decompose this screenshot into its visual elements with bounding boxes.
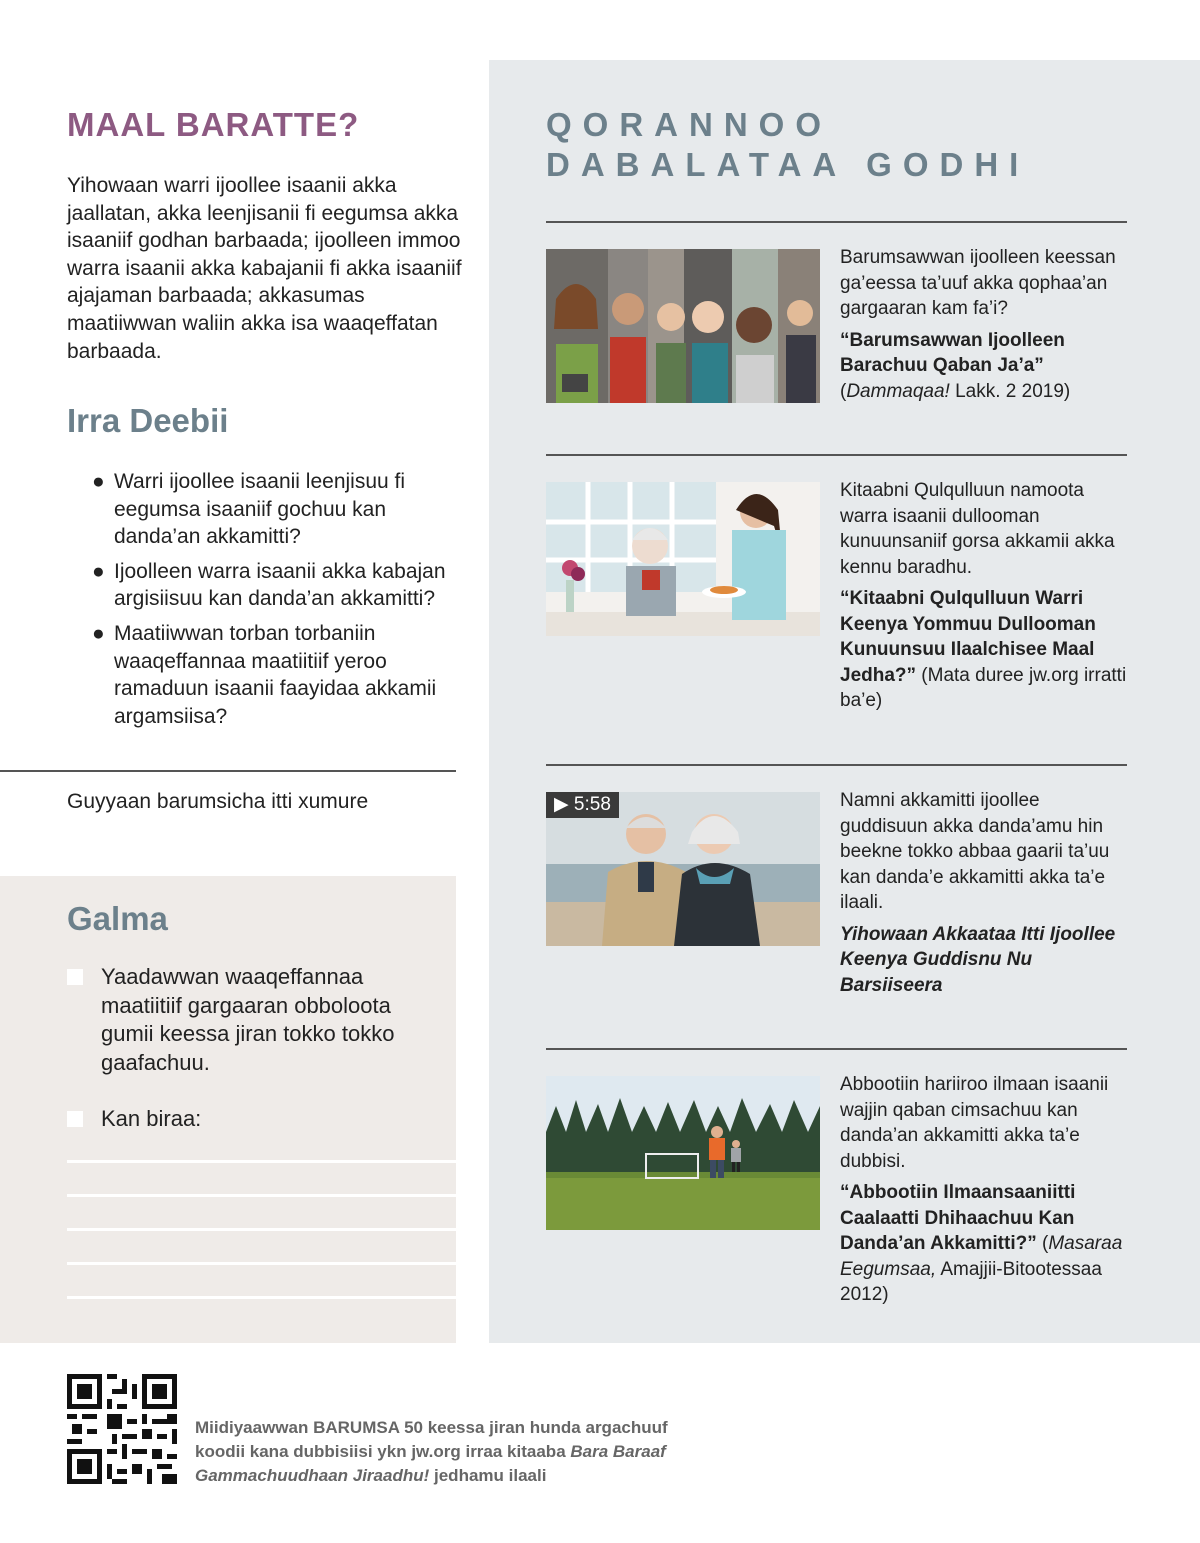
- bullet-icon: ●: [92, 621, 105, 645]
- bullet-icon: ●: [92, 559, 105, 583]
- divider: [546, 221, 1127, 223]
- entry-title-link[interactable]: “Kitaabni Qulqulluun Warri Keenya Yommuu Dullooman Kunuunsuu Ilaalchisee Maal Jedha?”: [840, 588, 1096, 686]
- divider: [546, 454, 1127, 456]
- entry-description: Abbootiin hariiroo ilmaan isaanii wajjin qaban cimsachuu kan danda’an akkamitti akka ta’e dubbisi.: [840, 1074, 1109, 1172]
- writing-line[interactable]: [67, 1194, 456, 1197]
- children-photo[interactable]: [546, 249, 820, 403]
- entry-description: Namni akkamitti ijoollee guddisuun akka danda’amu hin beekne tokko abbaa gaarii ta’uu kan danda’e akkamitti akka ta’e ilaali.: [840, 790, 1110, 913]
- footer-note: Miidiyaawwan BARUMSA 50 keessa jiran hunda argachuuf koodii kana dubbisiisi ykn jw.org irraa kitaaba Bara Baraaf Gammachuudhaan Jiraadhu! jedhamu ilaali: [195, 1418, 668, 1485]
- entry-description: Barumsawwan ijoolleen keessan ga’eessa ta’uuf akka qophaa’an gargaaran kam fa’i?: [840, 247, 1116, 319]
- study-entry: [840, 478, 1132, 714]
- play-icon: ▶: [554, 794, 569, 815]
- further-study-heading: QORANNOO: [546, 106, 832, 143]
- video-duration-badge: ▶ 5:58: [546, 792, 619, 818]
- writing-line[interactable]: [67, 1296, 456, 1299]
- goal-heading: Galma: [67, 900, 168, 937]
- writing-line[interactable]: [67, 1160, 456, 1163]
- review-question: ● Warri ijoollee isaanii leenjisuu fi eegumsa isaaniif gochuu kan danda’an akkamitti?: [92, 470, 406, 549]
- review-questions: [92, 468, 462, 737]
- study-entry: [840, 1072, 1132, 1308]
- goal-item[interactable]: Yaadawwan waaqeffannaa maatiitiif gargaaran obboloota gumii keessa jiran tokko tokko gaafachuu.: [67, 963, 427, 1077]
- checkbox[interactable]: [67, 969, 83, 985]
- review-heading: Irra Deebii: [67, 402, 229, 439]
- study-entry: [840, 245, 1132, 404]
- entry-source[interactable]: [840, 922, 1132, 999]
- review-question: ● Ijoolleen warra isaanii akka kabajan argisiisuu kan danda’an akkamitti?: [92, 559, 446, 611]
- review-question: ● Maatiiwwan torban torbaniin waaqeffannaa maatiitiif yeroo ramaduun isaanii faayidaa akkamii argamsiisa?: [92, 621, 437, 728]
- study-entry: [840, 788, 1132, 998]
- elderly-couple-video[interactable]: [546, 792, 820, 946]
- divider: [0, 770, 456, 772]
- entry-title-link[interactable]: Yihowaan Akkaataa Itti Ijoollee Keenya Guddisnu Nu Barsiiseera: [840, 923, 1116, 996]
- entry-source[interactable]: “Kitaabni Qulqulluun Warri Keenya Yommuu Dullooman Kunuunsuu Ilaalchisee Maal Jedha?” (Mata duree jw.org irratti ba’e): [840, 588, 1127, 711]
- divider: [546, 764, 1127, 766]
- caregiver-photo[interactable]: [546, 482, 820, 636]
- checkbox[interactable]: [67, 1111, 83, 1127]
- writing-line[interactable]: [67, 1262, 456, 1265]
- entry-source[interactable]: “Barumsawwan Ijoolleen Barachuu Qaban Ja’a” (Dammaqaa! Lakk. 2 2019): [840, 329, 1071, 402]
- entry-title-link[interactable]: “Barumsawwan Ijoolleen Barachuu Qaban Ja’a”: [840, 329, 1065, 376]
- entry-source[interactable]: “Abbootiin Ilmaansaaniitti Caalaatti Dhihaachuu Kan Danda’an Akkamitti?” (Masaraa Eegumsaa, Amajjii-Bitootessaa 2012): [840, 1182, 1123, 1305]
- entry-description: Kitaabni Qulqulluun namoota warra isaanii dullooman kunuunsaniif gorsa akkamii akka kennu baradhu.: [840, 480, 1115, 578]
- goal-item-other[interactable]: Kan biraa:: [67, 1105, 427, 1134]
- divider: [546, 1048, 1127, 1050]
- entry-title-link[interactable]: “Abbootiin Ilmaansaaniitti Caalaatti Dhihaachuu Kan Danda’an Akkamitti?”: [840, 1182, 1076, 1254]
- book-title[interactable]: Bara Baraaf Gammachuudhaan Jiraadhu!: [195, 1442, 666, 1485]
- bullet-icon: ●: [92, 470, 105, 493]
- qr-code-icon[interactable]: [67, 1374, 177, 1484]
- father-son-field-photo[interactable]: [546, 1076, 820, 1230]
- intro-paragraph: Yihowaan warri ijoollee isaanii akka jaallatan, akka leenjisanii fi eegumsa akka isaaniif godhan barbaada; ijoolleen immoo warra isaanii akka kabajanii fi akka isaaniif ajajaman barbaada; akkasumas maatiiwwan waliin akka isa waaqeffatan barbaada.: [67, 174, 462, 363]
- completion-date-label[interactable]: Guyyaan barumsicha itti xumure: [67, 790, 369, 813]
- further-study-heading-line2: DABALATAA GODHI: [546, 146, 1030, 183]
- section-heading: MAAL BARATTE?: [67, 106, 360, 143]
- writing-line[interactable]: [67, 1228, 456, 1231]
